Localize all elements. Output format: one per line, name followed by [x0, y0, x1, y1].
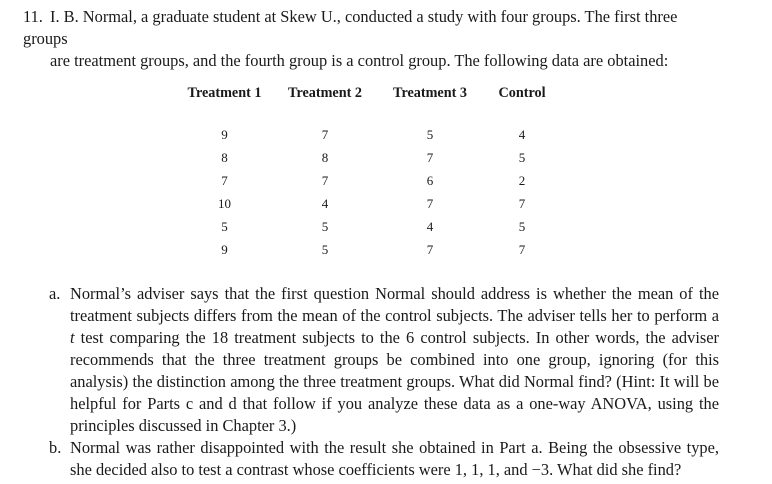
header-treatment-1: Treatment 1 [187, 84, 262, 101]
part-a-text-before: Normal’s adviser says that the first question Normal should address is whether the mean of the treatment subjects differs from the mean of the control subjects. The adviser tells her to perform a [70, 284, 719, 325]
table-cell: 8 [221, 149, 228, 165]
table-cell: 4 [321, 195, 329, 211]
table-cell: 4 [426, 218, 434, 234]
problem-intro [23, 6, 723, 72]
table-cell: 7 [518, 241, 526, 257]
table-cell: 4 [518, 126, 526, 142]
table-row [176, 238, 561, 261]
intro-line-2: are treatment groups, and the fourth group is a control group. The following data are obtained: [50, 51, 669, 70]
table-row [176, 192, 561, 215]
table-cell: 7 [518, 195, 526, 211]
table-cell: 7 [321, 126, 329, 142]
part-b-label: b. [49, 438, 62, 457]
problem-number: 11. [23, 7, 43, 26]
table-cell: 7 [426, 241, 434, 257]
table-cell: 7 [321, 172, 329, 188]
table-cell: 2 [518, 172, 526, 188]
header-treatment-2: Treatment 2 [288, 84, 362, 101]
table-cell: 8 [321, 149, 329, 165]
table-cell: 9 [221, 241, 228, 257]
table-row [176, 215, 561, 238]
part-b [49, 437, 719, 481]
table-cell: 10 [218, 195, 231, 211]
table-row [176, 146, 561, 169]
table-cell: 7 [426, 195, 434, 211]
table-cell: 5 [518, 149, 526, 165]
table-cell: 5 [426, 126, 434, 142]
part-a-italic-t: t [70, 328, 75, 347]
table-cell: 5 [321, 218, 329, 234]
table-cell: 7 [426, 149, 434, 165]
intro-text-1: I. B. Normal, a graduate student at Skew U., conducted a study with four groups. The first three groups [23, 7, 678, 48]
header-control: Control [498, 84, 546, 101]
part-a-text-after: test comparing the 18 treatment subjects to the 6 control subjects. In other words, the adviser recommends that the three treatment groups be combined into one group, ignoring (for this analysis) the distinction among the three treatment groups. What did Normal find? (Hint: It will be helpful for Parts c and d that follow if you analyze these data as a one-way ANOVA, using the principles discussed in Chapter 3.) [70, 328, 719, 435]
table-cell: 5 [518, 218, 526, 234]
problem-parts [49, 283, 719, 481]
table-cell: 5 [221, 218, 228, 234]
intro-line-1 [23, 6, 723, 50]
table-cell: 5 [321, 241, 329, 257]
part-b-text: Normal was rather disappointed with the result she obtained in Part a. Being the obsessive type, she decided also to test a contrast whose coefficients were 1, 1, 1, and −3. What did she find? [70, 438, 719, 479]
table-row [176, 169, 561, 192]
data-table [176, 82, 561, 261]
part-a-label: a. [49, 284, 61, 303]
table-cell: 6 [426, 172, 434, 188]
header-treatment-3: Treatment 3 [393, 84, 467, 101]
table-cell: 7 [221, 172, 228, 188]
table-row [176, 104, 561, 146]
part-a [49, 283, 719, 437]
table-cell: 9 [221, 126, 228, 142]
table-header-row [176, 82, 561, 104]
